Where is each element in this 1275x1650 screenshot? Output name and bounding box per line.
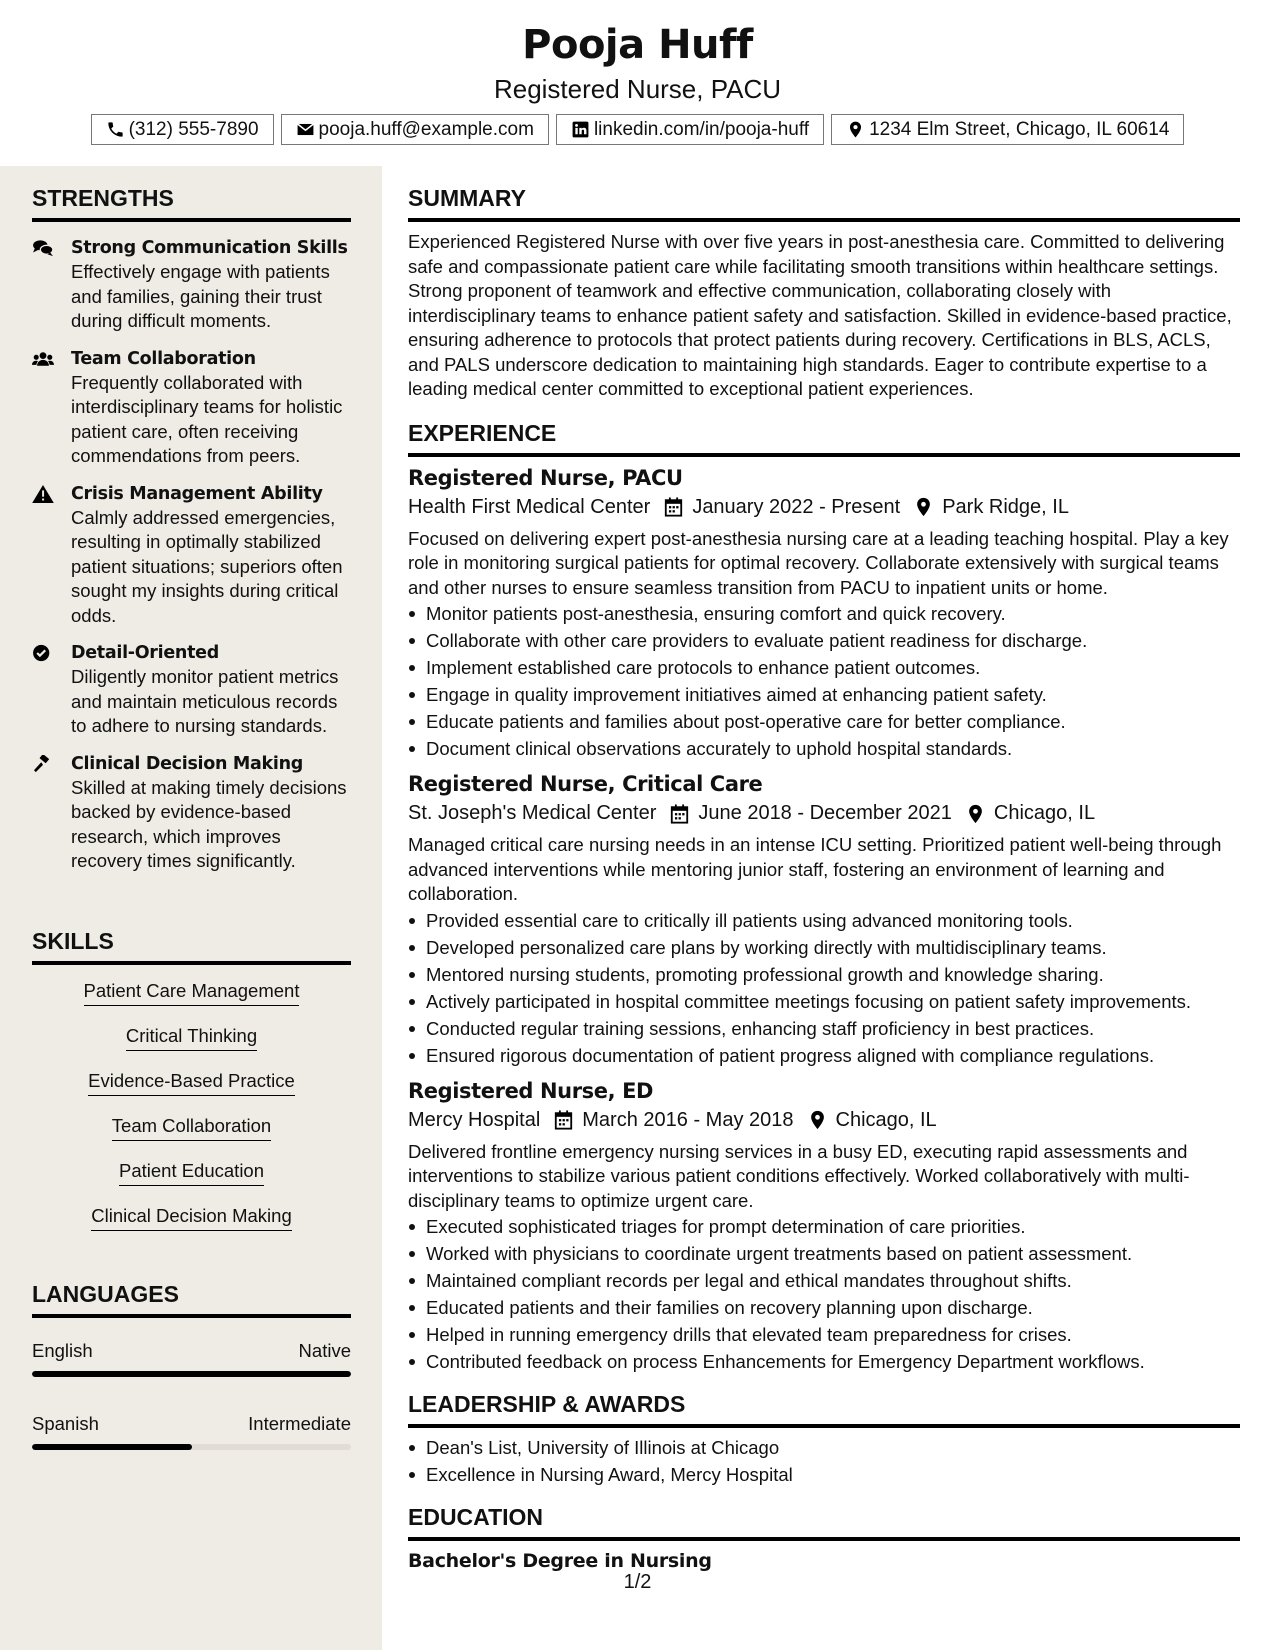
education-heading: EDUCATION <box>408 1504 1240 1541</box>
job-bullet: Document clinical observations accurately to uphold hospital standards. <box>408 735 1240 762</box>
strength-item <box>32 482 351 629</box>
language-proficiency-bar <box>32 1371 351 1377</box>
award-item: Excellence in Nursing Award, Mercy Hospital <box>408 1461 1240 1488</box>
warning-icon <box>32 482 71 629</box>
job-bullet: Helped in running emergency drills that elevated team preparedness for crises. <box>408 1321 1240 1348</box>
job-location: Chicago, IL <box>835 1108 937 1131</box>
strength-item <box>32 752 351 874</box>
job-description: Managed critical care nursing needs in an intense ICU setting. Prioritized patient well-being through advanced interventions while mentoring junior staff, fostering an environment of learning and collaboration. <box>408 834 1222 904</box>
job-bullet: Executed sophisticated triages for prompt determination of care priorities. <box>408 1213 1240 1240</box>
strength-title: Team Collaboration <box>71 348 256 369</box>
job-bullets <box>408 1213 1240 1375</box>
job-bullets <box>408 907 1240 1069</box>
job-meta <box>408 496 1240 519</box>
languages-heading: LANGUAGES <box>32 1281 351 1318</box>
language-proficiency-fill <box>32 1444 192 1450</box>
job-employer: Mercy Hospital <box>408 1108 541 1131</box>
language-level: Intermediate <box>248 1413 351 1434</box>
languages-section <box>32 1281 351 1450</box>
job-title: Registered Nurse, PACU <box>408 465 683 490</box>
job-bullet: Contributed feedback on process Enhancements for Emergency Department workflows. <box>408 1348 1240 1375</box>
calendar-icon <box>670 804 689 824</box>
job-dates: March 2016 - May 2018 <box>582 1108 794 1131</box>
job-employer: Health First Medical Center <box>408 495 651 518</box>
skill-item: Clinical Decision Making <box>91 1204 292 1231</box>
job-location: Park Ridge, IL <box>942 495 1069 518</box>
sidebar <box>0 166 382 1650</box>
contact-address[interactable] <box>831 114 1184 145</box>
language-level: Native <box>298 1340 351 1361</box>
awards-section <box>408 1391 1240 1488</box>
language-item <box>32 1413 351 1450</box>
awards-heading: LEADERSHIP & AWARDS <box>408 1391 1240 1428</box>
map-marker-icon <box>846 120 865 139</box>
experience-section <box>408 420 1240 1376</box>
skill-item: Team Collaboration <box>112 1114 271 1141</box>
award-item: Dean's List, University of Illinois at Chicago <box>408 1434 1240 1461</box>
calendar-icon <box>554 1110 573 1130</box>
job-bullet: Educate patients and families about post-operative care for better compliance. <box>408 708 1240 735</box>
candidate-title: Registered Nurse, PACU <box>493 74 782 104</box>
skill-item: Patient Care Management <box>84 979 300 1006</box>
skills-section <box>32 928 351 1249</box>
strength-desc: Skilled at making timely decisions backed by evidence-based research, which improves recovery times significantly. <box>71 776 347 871</box>
gavel-icon <box>32 752 71 874</box>
skills-list <box>32 979 351 1249</box>
contact-linkedin[interactable] <box>556 114 824 145</box>
skill-item: Patient Education <box>119 1159 264 1186</box>
linkedin-icon <box>571 120 590 139</box>
contact-email[interactable] <box>281 114 549 145</box>
contact-bar <box>0 114 1275 145</box>
page-number: 1/2 <box>623 1571 652 1593</box>
calendar-icon <box>664 497 683 517</box>
awards-list <box>408 1434 1240 1488</box>
address-text: 1234 Elm Street, Chicago, IL 60614 <box>869 118 1170 140</box>
job-description: Focused on delivering expert post-anesthesia nursing care at a leading teaching hospital. Play a key role in monitoring surgical patients for optimal recovery. Collaborate extensively with surgical teams and other nurses to ensure seamless transition from PACU to inpatient units or home. <box>408 527 1229 598</box>
job-description: Delivered frontline emergency nursing services in a busy ED, executing rapid assessments and interventions to stabilize various patient conditions effectively. Worked collaboratively with multi-disciplinary teams to optimize urgent care. <box>408 1140 1190 1211</box>
strength-item <box>32 641 351 739</box>
language-item <box>32 1340 351 1377</box>
job-bullet: Ensured rigorous documentation of patient progress aligned with compliance regulations. <box>408 1042 1240 1069</box>
job-bullet: Worked with physicians to coordinate urgent treatments based on patient assessment. <box>408 1240 1240 1267</box>
job-title: Registered Nurse, Critical Care <box>408 772 763 796</box>
summary-section <box>408 185 1240 402</box>
job-employer: St. Joseph's Medical Center <box>408 802 657 824</box>
summary-heading: SUMMARY <box>408 185 1240 222</box>
language-name: English <box>32 1340 93 1361</box>
language-name: Spanish <box>32 1413 99 1434</box>
phone-icon <box>106 120 125 139</box>
resume-header <box>0 0 1275 166</box>
strength-desc: Frequently collaborated with interdisciplinary teams for holistic patient care, often receiving commendations from peers. <box>71 371 343 466</box>
strength-item <box>32 236 351 334</box>
job-bullet: Collaborate with other care providers to evaluate patient readiness for discharge. <box>408 627 1240 654</box>
linkedin-text: linkedin.com/in/pooja-huff <box>593 118 810 140</box>
education-section <box>408 1504 1240 1572</box>
job-bullet: Provided essential care to critically ill patients using advanced monitoring tools. <box>408 907 1240 934</box>
job-bullet: Engage in quality improvement initiatives aimed at enhancing patient safety. <box>408 681 1240 708</box>
job-meta <box>408 1109 1240 1132</box>
job-bullet: Monitor patients post-anesthesia, ensuring comfort and quick recovery. <box>408 600 1240 627</box>
strength-title: Crisis Management Ability <box>71 483 323 504</box>
main-content <box>408 166 1240 1572</box>
job-bullet: Mentored nursing students, promoting professional growth and knowledge sharing. <box>408 961 1240 988</box>
phone-text: (312) 555-7890 <box>128 118 259 140</box>
job-meta <box>408 802 1240 825</box>
job-bullet: Conducted regular training sessions, enhancing staff proficiency in best practices. <box>408 1015 1240 1042</box>
job-bullet: Educated patients and their families on recovery planning upon discharge. <box>408 1294 1240 1321</box>
strength-title: Detail-Oriented <box>71 643 219 663</box>
language-proficiency-bar <box>32 1444 351 1450</box>
skills-heading: SKILLS <box>32 928 351 965</box>
strength-desc: Diligently monitor patient metrics and maintain meticulous records to adhere to nursing standards. <box>71 666 339 736</box>
comments-icon <box>32 236 71 334</box>
candidate-name: Pooja Huff <box>522 22 753 68</box>
email-text: pooja.huff@example.com <box>318 118 534 140</box>
job-entry <box>408 772 1240 1069</box>
strength-desc: Calmly addressed emergencies, resulting in optimally stabilized patient situations; superiors often sought my insights during critical odds. <box>71 506 343 626</box>
check-circle-icon <box>32 641 71 739</box>
envelope-icon <box>296 120 315 139</box>
language-proficiency-fill <box>32 1371 351 1377</box>
summary-text: Experienced Registered Nurse with over five years in post-anesthesia care. Committed to delivering safe and compassionate patient care while facilitating smooth transitions within healthcare settings. Strong proponent of teamwork and effective communication, collaborating closely with interdisciplinary teams to enhance patient safety and satisfaction. Skilled in evidence-based practice, ensuring adherence to protocols that protect patients during recovery. Certifications in BLS, ACLS, and PALS underscore dedication to maintaining high standards. Eager to contribute expertise to a leading medical center committed to exceptional patient experiences. <box>408 231 1232 399</box>
education-degree: Bachelor's Degree in Nursing <box>408 1550 712 1572</box>
skill-item: Critical Thinking <box>126 1024 257 1051</box>
job-bullet: Implement established care protocols to enhance patient outcomes. <box>408 654 1240 681</box>
map-marker-icon <box>808 1110 827 1130</box>
job-entry <box>408 466 1240 763</box>
strengths-heading: STRENGTHS <box>32 185 351 222</box>
job-bullet: Maintained compliant records per legal and ethical mandates throughout shifts. <box>408 1267 1240 1294</box>
job-bullets <box>408 600 1240 762</box>
strength-item <box>32 347 351 469</box>
strength-desc: Effectively engage with patients and families, gaining their trust during difficult moments. <box>71 261 330 331</box>
strength-title: Clinical Decision Making <box>71 753 303 774</box>
contact-phone[interactable] <box>91 114 274 145</box>
experience-heading: EXPERIENCE <box>408 420 1240 457</box>
job-bullet: Developed personalized care plans by working directly with multidisciplinary teams. <box>408 934 1240 961</box>
job-dates: June 2018 - December 2021 <box>698 802 952 824</box>
job-entry <box>408 1079 1240 1376</box>
strengths-section <box>32 185 351 874</box>
strength-title: Strong Communication Skills <box>71 238 348 258</box>
job-dates: January 2022 - Present <box>692 495 901 518</box>
job-bullet: Actively participated in hospital committee meetings focusing on patient safety improvements. <box>408 988 1240 1015</box>
job-title: Registered Nurse, ED <box>408 1078 654 1103</box>
map-marker-icon <box>966 804 985 824</box>
map-marker-icon <box>914 497 933 517</box>
job-location: Chicago, IL <box>993 802 1096 824</box>
skill-item: Evidence-Based Practice <box>88 1069 295 1096</box>
users-icon <box>32 347 71 469</box>
